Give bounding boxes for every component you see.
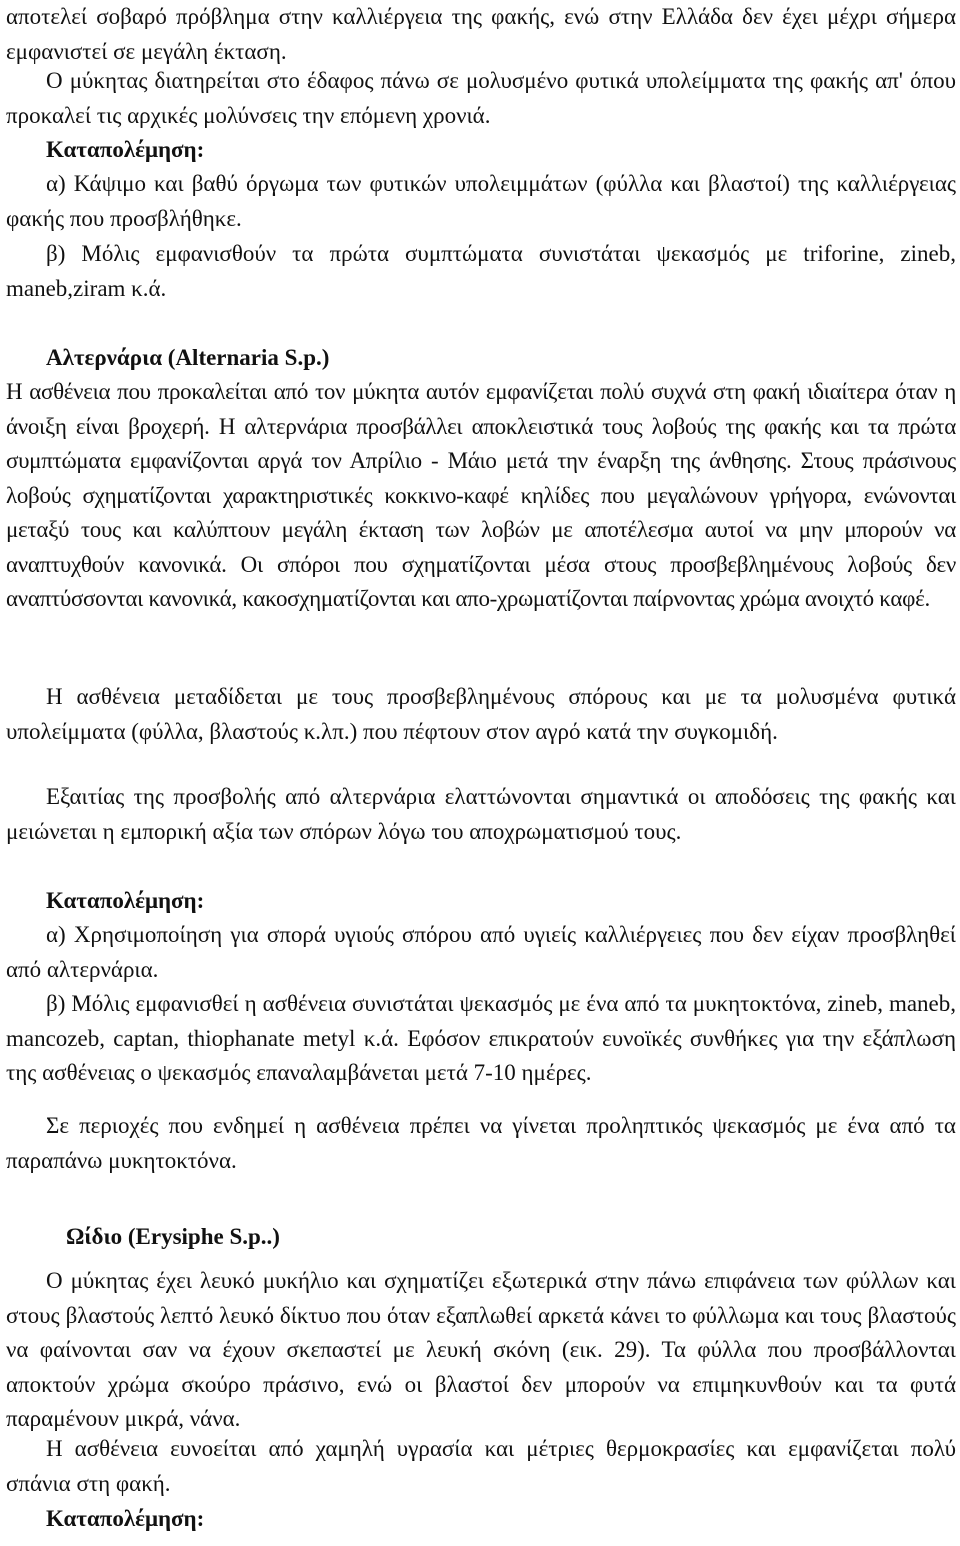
alternaria-paragraph-1: Η ασθένεια που προκαλείται από τον μύκητα αυτόν εμφανίζεται πολύ συχνά στη φακή ιδιαίτερα όταν η άνοιξη είναι βροχερή. Η αλτερνάρια προσβάλλει αποκλειστικά τους λοβούς της φακής και τα πρώτα συμπτώματα εμφανίζονται αργά τον Απρίλιο - Μάιο μετά την έναρξη της άνθησης. Στους πράσινους λοβούς σχηματίζονται χαρακτηριστικές κοκκινο-καφέ κηλίδες που μεγαλώνουν γρήγορα, ενώνονται μεταξύ τους και καλύπτουν μεγάλη έκταση των λοβών με αποτέλεσμα αυτοί να μην μπορούν να αναπτυχθούν κανονικά. Οι σπόροι που σχηματίζονται μέσα στους προσβεβλημένους λοβούς δεν αναπτύσσονται κανονικά, κακοσχηματίζονται και απο-χρωματίζονται παίρνοντας χρώμα ανοιχτό καφέ. (6, 379, 956, 611)
control-label-3: Καταπολέμηση: (46, 1506, 205, 1531)
control-item-a-2: α) Χρησιμοποίηση για σπορά υγιούς σπόρου από υγιείς καλλιέργειες που δεν είχαν προσβληθεί από αλτερνάρια. (6, 922, 956, 982)
intro-paragraph-2: Ο μύκητας διατηρείται στο έδαφος πάνω σε μολυσμένο φυτικά υπολείμματα της φακής απ' όπου προκαλεί τις αρχικές μολύνσεις την επόμενη χρονιά. (6, 68, 956, 128)
control-label-2: Καταπολέμηση: (46, 888, 205, 913)
oidio-paragraph-1: Ο μύκητας έχει λευκό μυκήλιο και σχηματίζει εξωτερικά στην πάνω επιφάνεια των φύλλων και στους βλαστούς λεπτό λευκό δίκτυο που όταν εξαπλωθεί αρκετά κάνει το φύλλωμα και τους βλαστούς να φαίνονται σαν να έχουν σκεπαστεί με λευκή σκόνη (εικ. 29). Τα φύλλα που προσβάλλονται αποκτούν χρώμα σκούρο πράσινο, ενώ οι βλαστοί δεν μπορούν να επιμηκυνθούν και τα φυτά παραμένουν μικρά, νάνα. (6, 1268, 956, 1431)
control-item-a-1: α) Κάψιμο και βαθύ όργωμα των φυτικών υπολειμμάτων (φύλλα και βλαστοί) της καλλιέργειας φακής που προσβλήθηκε. (6, 171, 956, 231)
heading-oidio: Ωίδιο (Erysiphe S.p..) (66, 1224, 280, 1249)
heading-alternaria: Αλτερνάρια (Alternaria S.p.) (46, 345, 330, 370)
intro-paragraph-1: αποτελεί σοβαρό πρόβλημα στην καλλιέργεια της φακής, ενώ στην Ελλάδα δεν έχει μέχρι σήμερα εμφανιστεί σε μεγάλη έκταση. (6, 4, 956, 64)
oidio-paragraph-2: Η ασθένεια ευνοείται από χαμηλή υγρασία και μέτριες θερμοκρασίες και εμφανίζεται πολύ σπάνια στη φακή. (6, 1436, 956, 1496)
control-label-1: Καταπολέμηση: (46, 137, 205, 162)
alternaria-paragraph-3: Εξαιτίας της προσβολής από αλτερνάρια ελαττώνονται σημαντικά οι αποδόσεις της φακής και μειώνεται η εμπορική αξία των σπόρων λόγω του αποχρωματισμού τους. (6, 784, 956, 844)
control-item-b-1: β) Μόλις εμφανισθούν τα πρώτα συμπτώματα συνιστάται ψεκασμός με triforine, zineb, maneb,ziram κ.ά. (6, 241, 956, 301)
control-item-b-2: β) Μόλις εμφανισθεί η ασθένεια συνιστάται ψεκασμός με ένα από τα μυκητοκτόνα, zineb, maneb, mancozeb, captan, thiophanate metyl κ.ά. Εφόσον επικρατούν ευνοϊκές συνθήκες για την εξάπλωση της ασθένειας ο ψεκασμός επαναλαμβάνεται μετά 7-10 ημέρες. (6, 991, 956, 1085)
alternaria-paragraph-2: Η ασθένεια μεταδίδεται με τους προσβεβλημένους σπόρους και με τα μολυσμένα φυτικά υπολείμματα (φύλλα, βλαστούς κ.λπ.) που πέφτουν στον αγρό κατά την συγκομιδή. (6, 684, 956, 744)
control-item-c-2: Σε περιοχές που ενδημεί η ασθένεια πρέπει να γίνεται προληπτικός ψεκασμός με ένα από τα παραπάνω μυκητοκτόνα. (6, 1113, 956, 1173)
